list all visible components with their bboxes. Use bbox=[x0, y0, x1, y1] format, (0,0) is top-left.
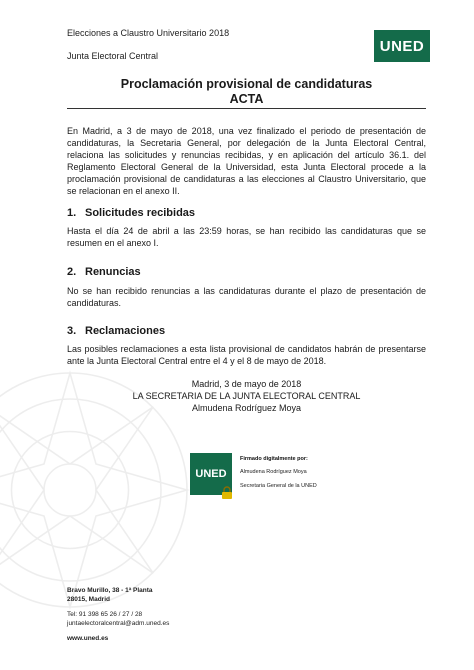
organization-header: Junta Electoral Central bbox=[67, 51, 159, 61]
document-subtitle: ACTA bbox=[229, 92, 264, 106]
signature-office: LA SECRETARIA DE LA JUNTA ELECTORAL CENTRAL bbox=[132, 391, 361, 401]
digital-signature-role: Secretaria General de la UNED bbox=[240, 483, 317, 489]
footer-address-street: Bravo Murillo, 38 - 1ª Planta bbox=[67, 587, 153, 594]
section-number: 1. bbox=[67, 207, 77, 219]
title-divider bbox=[67, 108, 426, 109]
footer-email-link[interactable]: juntaelectoralcentral@adm.uned.es bbox=[67, 620, 170, 627]
signature-place-date: Madrid, 3 de mayo de 2018 bbox=[191, 379, 302, 389]
section-title: Renuncias bbox=[85, 266, 141, 278]
section-heading-renuncias bbox=[67, 266, 141, 278]
document-title: Proclamación provisional de candidaturas bbox=[120, 77, 373, 91]
digital-signature-title: Firmado digitalmente por: bbox=[240, 456, 308, 462]
section-heading-solicitudes bbox=[67, 207, 195, 219]
digital-signature-name: Almudena Rodríguez Moya bbox=[240, 469, 307, 475]
section-heading-reclamaciones bbox=[67, 325, 165, 337]
uned-logo: UNED bbox=[374, 30, 430, 62]
footer-phone: Tel: 91 398 65 26 / 27 / 28 bbox=[67, 611, 143, 618]
digital-signature-stamp bbox=[190, 453, 320, 499]
uned-logo-small: UNED bbox=[190, 453, 232, 495]
section-title: Reclamaciones bbox=[85, 325, 166, 337]
section-title: Solicitudes recibidas bbox=[85, 207, 196, 219]
signature-name: Almudena Rodríguez Moya bbox=[191, 403, 302, 413]
section-number: 3. bbox=[67, 325, 77, 337]
footer-website-link[interactable]: www.uned.es bbox=[67, 635, 109, 642]
section-text-solicitudes: Hasta el día 24 de abril a las 23:59 horas, se han recibido las candidaturas que se resumen en el anexo I. bbox=[67, 226, 426, 248]
footer-address-city: 28015, Madrid bbox=[67, 596, 110, 603]
section-text-renuncias: No se han recibido renuncias a las candidaturas durante el plazo de presentación de candidaturas. bbox=[67, 286, 426, 308]
election-header: Elecciones a Claustro Universitario 2018 bbox=[67, 28, 230, 38]
signature-block bbox=[67, 378, 426, 414]
padlock-icon bbox=[220, 486, 234, 499]
intro-paragraph: En Madrid, a 3 de mayo de 2018, una vez finalizado el periodo de presentación de candidaturas, la Secretaria General, por delegación de la Junta Electoral Central, relaciona las solicitudes y renuncias recibidas, y en aplicación del artículo 36.1. del Reglamento Electoral General de la Universidad, esta Junta Electoral procede a la proclamación provisional de candidaturas a las elecciones al Claustro Universitario, que se relacionan en el anexo II. bbox=[67, 126, 426, 196]
section-text-reclamaciones: Las posibles reclamaciones a esta lista provisional de candidatos habrán de presentarse ante la Junta Electoral Central entre el 4 y el 8 de mayo de 2018. bbox=[67, 344, 426, 366]
section-number: 2. bbox=[67, 266, 77, 278]
